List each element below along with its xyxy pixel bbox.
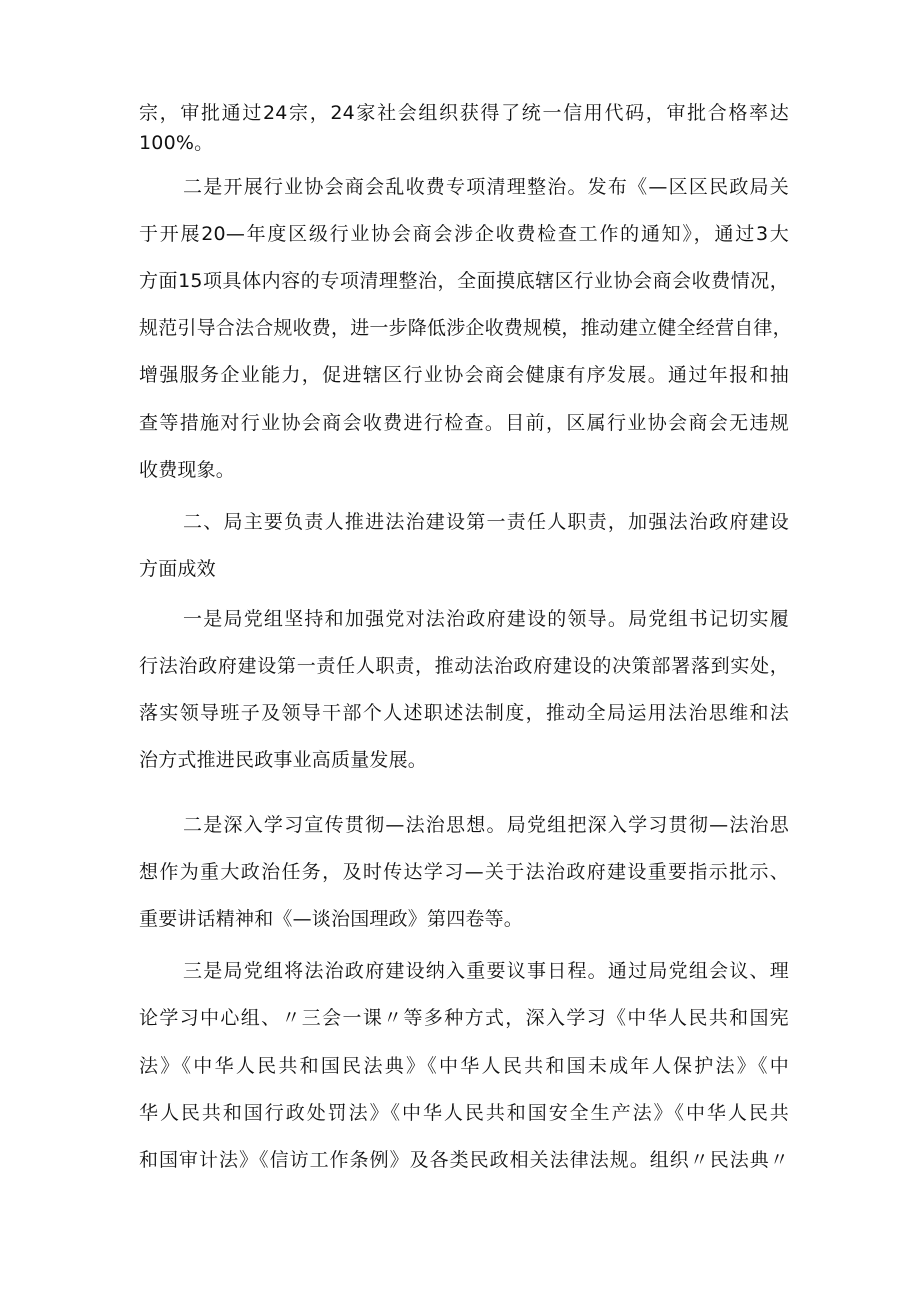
text-line: 二是深入学习宣传贯彻—法治思想。局党组把深入学习贯彻—法治思 (183, 814, 789, 836)
text-line: 想作为重大政治任务，及时传达学习—关于法治政府建设重要指示批示、 (139, 861, 789, 883)
text-line: 行法治政府建设第一责任人职责，推动法治政府建设的决策部署落到实处， (139, 655, 789, 677)
section-heading-line: 二、局主要负责人推进法治建设第一责任人职责，加强法治政府建设 (183, 511, 789, 533)
text-line: 论学习中心组、〃三会一课〃等多种方式，深入学习《中华人民共和国宪 (139, 1007, 789, 1029)
text-line: 三是局党组将法治政府建设纳入重要议事日程。通过局党组会议、理 (183, 960, 789, 982)
text-line: 增强服务企业能力，促进辖区行业协会商会健康有序发展。通过年报和抽 (139, 364, 789, 386)
text-line: 二是开展行业协会商会乱收费专项清理整治。发布《—区区民政局关 (183, 176, 789, 198)
text-line: 华人民共和国行政处罚法》《中华人民共和国安全生产法》《中华人民共 (139, 1102, 789, 1124)
text-line: 一是局党组坚持和加强党对法治政府建设的领导。局党组书记切实履 (183, 608, 789, 630)
text-line: 宗，审批通过24宗，24家社会组织获得了统一信用代码，审批合格率达 (139, 102, 789, 124)
text-line: 收费现象。 (139, 459, 236, 481)
text-line: 方面15项具体内容的专项清理整治，全面摸底辖区行业协会商会收费情况， (139, 270, 789, 292)
text-line: 落实领导班子及领导干部个人述职述法制度，推动全局运用法治思维和法 (139, 702, 789, 724)
text-line: 重要讲话精神和《—谈治国理政》第四卷等。 (139, 908, 524, 930)
text-line: 规范引导合法合规收费，进一步降低涉企收费规模，推动建立健全经营自律， (139, 317, 792, 339)
text-line: 法》《中华人民共和国民法典》《中华人民共和国未成年人保护法》《中 (139, 1055, 789, 1077)
text-line: 治方式推进民政事业高质量发展。 (139, 749, 428, 771)
text-line: 100%。 (139, 132, 214, 154)
text-line: 查等措施对行业协会商会收费进行检查。目前，区属行业协会商会无违规 (139, 412, 789, 434)
text-line: 和国审计法》《信访工作条例》及各类民政相关法律法规。组织〃民法典〃 (139, 1149, 789, 1171)
section-heading-line: 方面成效 (139, 558, 216, 580)
text-line: 于开展20—年度区级行业协会商会涉企收费检查工作的通知》，通过3大 (139, 223, 789, 245)
